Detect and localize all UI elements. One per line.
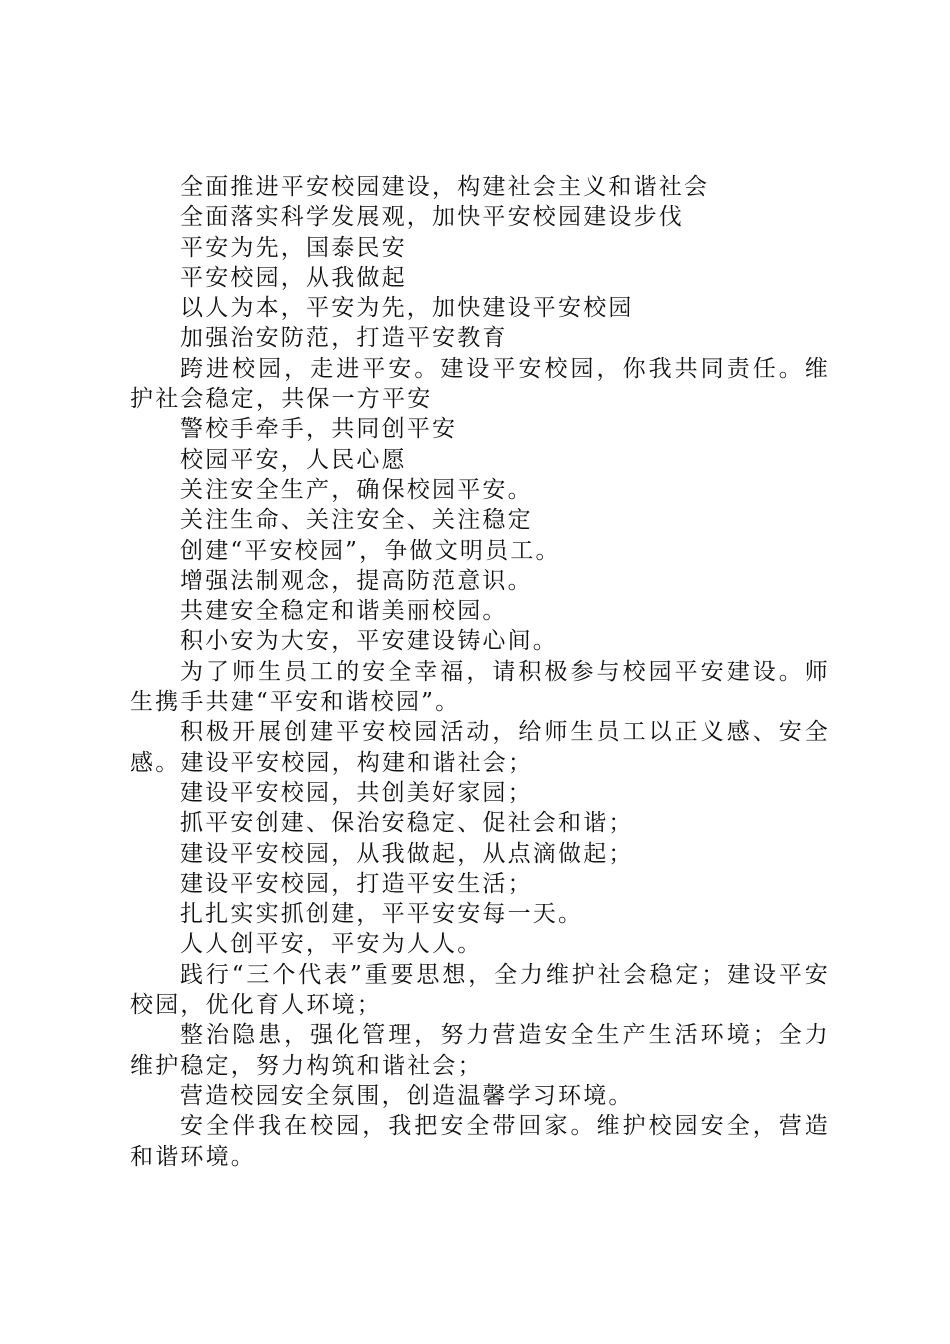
paragraph: 积极开展创建平安校园活动，给师生员工以正义感、安全感。建设平安校园，构建和谐社会；: [130, 719, 830, 776]
paragraph: 积小安为大安，平安建设铸心间。: [180, 628, 558, 655]
paragraph: 创建“平安校园”，争做文明员工。: [180, 537, 561, 564]
paragraph: 全面推进平安校园建设，构建社会主义和谐社会: [180, 174, 710, 200]
document-body: [130, 172, 830, 1172]
paragraph: 营造校园安全氛围，创造温馨学习环境。: [180, 1082, 634, 1109]
paragraph: 以人为本，平安为先，加快建设平安校园: [180, 295, 634, 322]
paragraph: 关注安全生产，确保校园平安。: [180, 476, 533, 503]
paragraph: 全面落实科学发展观，加快平安校园建设步伐: [180, 204, 684, 231]
paragraph: 校园平安，人民心愿: [180, 446, 407, 473]
paragraph: 整治隐患，强化管理，努力营造安全生产生活环境；全力维护稳定，努力构筑和谐社会；: [130, 1022, 830, 1079]
paragraph: 警校手牵手，共同创平安: [180, 416, 458, 443]
paragraph: 平安校园，从我做起: [180, 264, 407, 291]
paragraph: 抓平安创建、保治安稳定、促社会和谐；: [180, 810, 634, 837]
paragraph: 增强法制观念，提高防范意识。: [180, 567, 533, 594]
paragraph: 关注生命、关注安全、关注稳定: [180, 507, 533, 534]
paragraph: 共建安全稳定和谐美丽校园。: [180, 598, 508, 625]
paragraph: 为了师生员工的安全幸福，请积极参与校园平安建设。师生携手共建“平安和谐校园”。: [130, 658, 830, 716]
paragraph: 建设平安校园，打造平安生活；: [180, 870, 533, 897]
paragraph: 建设平安校园，从我做起，从点滴做起；: [180, 840, 634, 867]
paragraph: 践行“三个代表”重要思想，全力维护社会稳定；建设平安校园，优化育人环境；: [130, 961, 830, 1019]
paragraph: 扎扎实实抓创建，平平安安每一天。: [180, 901, 584, 928]
paragraph: 建设平安校园，共创美好家园；: [180, 779, 533, 806]
paragraph: 平安为先，国泰民安: [180, 234, 407, 261]
paragraph: 加强治安防范，打造平安教育: [180, 325, 508, 352]
paragraph: 人人创平安，平安为人人。: [180, 931, 483, 958]
paragraph: 安全伴我在校园，我把安全带回家。维护校园安全，营造和谐环境。: [130, 1113, 830, 1170]
paragraph: 跨进校园，走进平安。建设平安校园，你我共同责任。维护社会稳定，共保一方平安: [130, 355, 830, 413]
